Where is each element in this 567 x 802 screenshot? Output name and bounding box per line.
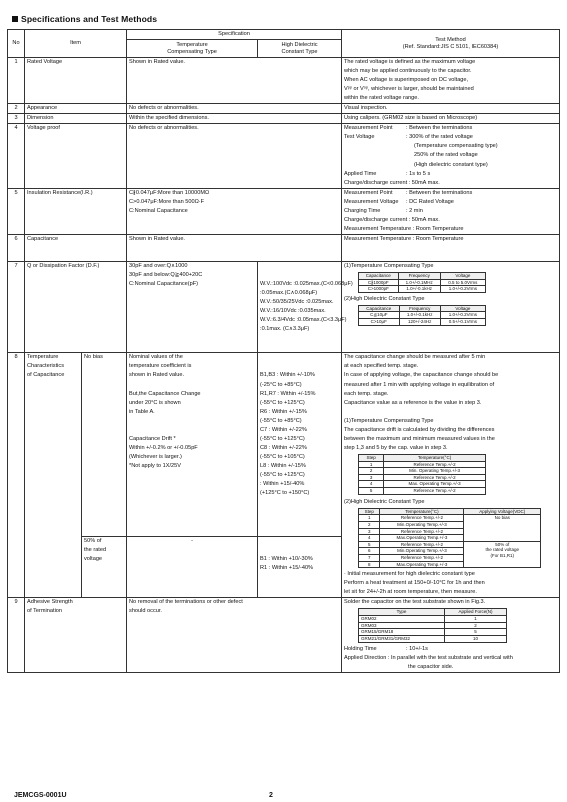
table-row xyxy=(8,58,560,104)
row-spec: - xyxy=(127,536,258,598)
row-spec: Shown in Rated value. xyxy=(127,234,342,261)
row-item: Voltage proof xyxy=(25,124,127,188)
table-row xyxy=(8,234,560,261)
row-no: 3 xyxy=(8,114,25,124)
row-spec: No removal of the terminations or other defect should occur. xyxy=(127,598,342,672)
capacitance-table-high-k: Capacitance Frequency Voltage C≦10μF 1.0+/-0.1kHz 1.0+/-0.2Vrms C>10μF 120+/-24Hz 0.5+/-0.1Vrms xyxy=(358,305,486,326)
row-item: Insulation Resistance(I.R.) xyxy=(25,188,127,234)
row-no: 8 xyxy=(8,353,25,598)
row-spec: C∦0.047μF:More than 10000MΩ C>0.047μF:More than 500Ω·F C:Nominal Capacitance xyxy=(127,188,342,234)
row-item: Capacitance xyxy=(25,234,127,261)
table-row xyxy=(8,598,560,672)
row-item: Rated Voltage xyxy=(25,58,127,104)
header-test-method: Test Method (Ref. Standard:JIS C 5101, IEC60384) xyxy=(342,30,560,58)
row-spec: Nominal values of the temperature coefficient is shown in Rated value. But,the Capacitance Change under 20°C is shown in Table A. Capacitance Drift * Within +/-0.2% or +/-0.05pF (Whichever is larger.) *Not apply to 1X/25V xyxy=(127,353,258,536)
row-test: Visual inspection. xyxy=(342,104,560,114)
capacitance-table-temp-comp: Capacitance Frequency Voltage C∦1000pF 1.0+/-0.1MHz 0.5 to 5.0Vrms C>1000pF 1.0+/-0.1kHz 1.0+/-0.2Vrms xyxy=(358,272,486,293)
document-code: JEMCGS-0001U xyxy=(14,792,67,799)
row-item: Adhesive Strength of Termination xyxy=(25,598,127,672)
header-item: Item xyxy=(25,30,127,58)
row-item: Temperature Characteristics of Capacitance xyxy=(25,353,82,598)
row-test: Using calipers. (GRM02 size is based on Microscope) xyxy=(342,114,560,124)
page-title: Specifications and Test Methods xyxy=(12,13,157,27)
row-no: 4 xyxy=(8,124,25,188)
square-bullet-icon xyxy=(12,16,18,22)
row-item: Q or Dissipation Factor (D.F.) xyxy=(25,261,127,352)
row-test: Measurement Point : Between the terminations Test Voltage : 300% of the rated voltage (Temperature compensating type) 250% of the rated voltage (High dielectric constant type) Applied Time : 1s to 5 s Charge/discharge current : 50mA max. xyxy=(342,124,560,188)
high-k-step-table: Step Temperature(°C) Applying Voltage(VDC) 1 Reference Temp.+/-2 No bias 2 Min.Operating Temp.+/-3 3 Reference Temp.+/-2 4 Max.Operating Temp.+/-3 5 Reference Temp.+/-2 50% of the rated voltage (For B1,R1) 6 Min.Operating Temp.+/-3 7 Reference Temp.+/-2 8 Max.Operating Temp.+/-3 xyxy=(358,508,541,569)
row-item: Dimension xyxy=(25,114,127,124)
row-no: 7 xyxy=(8,261,25,352)
row-spec: 30pF and over:Q∧1000 30pF and below:Q≧400+20C C:Nominal Capacitance(pF) xyxy=(127,261,258,352)
table-row xyxy=(8,124,560,188)
spec-table xyxy=(7,29,560,673)
step-table: Step Temperature(°C) 1 Reference Temp.+/-2 2 Min. Operating Temp.+/-3 3 Reference Temp.+/-2 4 Max. Operating Temp.+/-3 5 Reference Temp.+/-2 xyxy=(358,454,486,495)
row-item: Appearance xyxy=(25,104,127,114)
header-no: No xyxy=(8,30,25,58)
row-no: 5 xyxy=(8,188,25,234)
table-row xyxy=(8,188,560,234)
header-high-k: High Dielectric Constant Type xyxy=(258,40,342,58)
table-row xyxy=(8,353,560,536)
row-test: Solder the capacitor on the test substrate shown in Fig.3. Type Applied Force(N) GRM02 1 GRM03 2 GRM15/GRM18 5 GRM21/GRM31/GRM32 10 Holding Time : 10+/-1s Applied Direction : In parallel with the test substrate and vertical with the capacitor side. xyxy=(342,598,560,672)
table-row xyxy=(8,104,560,114)
row-no: 9 xyxy=(8,598,25,672)
row-spec: Within the specified dimensions. xyxy=(127,114,342,124)
row-spec-high-k: B1,B3 : Within +/-10% (-25°C to +85°C) R1,R7 : Within +/-15% (-55°C to +125°C) R6 : Within +/-15% (-55°C to +85°C) C7 : Within +/-22% (-55°C to +125°C) C8 : Within +/-22% (-55°C to +105°C) L8 : Within +/-15% (-55°C to +125°C) : Within +15/-40% (+125°C to +150°C) xyxy=(258,353,342,536)
row-spec: No defects or abnormalities. xyxy=(127,124,342,188)
row-spec-high-k: W.V.:100Vdc :0.025max.(C<0.068μF) :0.05max.(C∧0.068μF) W.V.:50/35/25Vdc :0.025max. W.V.:16/10Vdc :0.035max. W.V.:6.3/4Vdc :0.05max.(C<3.3μF) :0.1max. (C∧3.3μF) xyxy=(258,261,342,352)
row-spec: Shown in Rated value. xyxy=(127,58,342,104)
row-test: The rated voltage is defined as the maximum voltage which may be applied continuously to the capacitor. When AC voltage is superimposed on DC voltage, Vᵖᵖ or Vᵒᵖ, whichever is larger, should be maintained within the rated voltage range. xyxy=(342,58,560,104)
row-test: Measurement Point : Between the terminations Measurement Voltage : DC Rated Voltage Charging Time : 2 min Charge/discharge current : 50mA max. Measurement Temperature : Room Temperature xyxy=(342,188,560,234)
row-spec: No defects or abnormalities. xyxy=(127,104,342,114)
row-no: 2 xyxy=(8,104,25,114)
table-row xyxy=(8,261,560,352)
table-row xyxy=(8,114,560,124)
row-test: Measurement Temperature : Room Temperature xyxy=(342,234,560,261)
row-test: The capacitance change should be measured after 5 min at each specified temp. stage. In case of applying voltage, the capacitance change should be measured after 1 min with applying voltage in equilibration of each temp. stage. Capacitance value as a reference is the value in step 3. (1)Temperature Compensating Type The capacitance drift is calculated by dividing the differences between the maximum and minimum measured values in the step 1,3 and 5 by the cap. value in step 3. Step Temperature(°C) 1 Reference Temp.+/-2 2 Min. Operating Temp.+/-3 3 Reference Temp.+/-2 4 Max. Operating Temp.+/-3 5 Reference Temp.+/-2 (2)High Dielectric Constant Type Step Temperature(°C) Applying Voltage(VDC) 1 Reference Temp.+/-2 No bias 2 Min.Operating Temp.+/-3 3 Reference Temp.+/-2 4 Max.Operating Temp.+/-3 5 Reference Temp.+/-2 50% of the rated voltage (For B1,R1) 6 Min.Operating Temp.+/-3 7 Reference Temp.+/-2 8 Max.Operating Temp.+/-3 · Initial measurement for high dielectric constant type Perform a heat treatment at 150+0/-10°C for 1h and then let sit for 24+/-2h at room temperature, then measure. xyxy=(342,353,560,598)
header-specification: Specification xyxy=(127,30,342,40)
row-subitem: 50% of the rated voltage xyxy=(82,536,127,598)
row-spec-high-k: B1 : Within +10/-30% R1 : Within +15/-40% xyxy=(258,536,342,598)
row-no: 1 xyxy=(8,58,25,104)
header-temp-comp: Temperature Compensating Type xyxy=(127,40,258,58)
row-subitem: No bias xyxy=(82,353,127,536)
row-no: 6 xyxy=(8,234,25,261)
page-number: 2 xyxy=(269,792,273,799)
row-test: (1)Temperature Compensating Type Capacitance Frequency Voltage C∦1000pF 1.0+/-0.1MHz 0.5 to 5.0Vrms C>1000pF 1.0+/-0.1kHz 1.0+/-0.2Vrms (2)High Dielectric Constant Type Capacitance Frequency Voltage C≦10μF 1.0+/-0.1kHz 1.0+/-0.2Vrms C>10μF 120+/-24Hz 0.5+/-0.1Vrms xyxy=(342,261,560,352)
applied-force-table: Type Applied Force(N) GRM02 1 GRM03 2 GRM15/GRM18 5 GRM21/GRM31/GRM32 10 xyxy=(358,608,507,642)
